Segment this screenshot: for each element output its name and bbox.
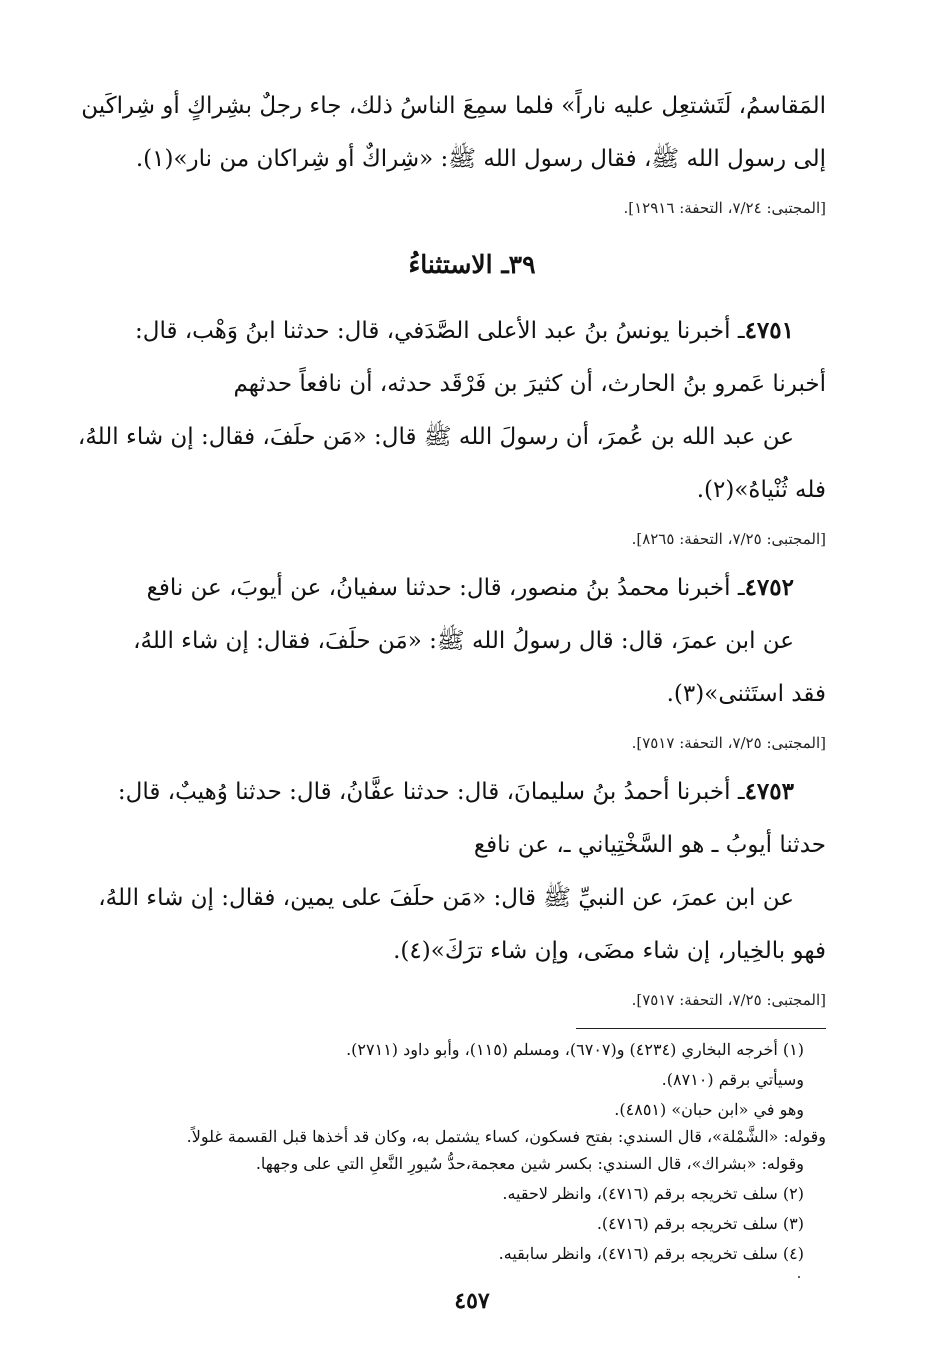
hadith-isnad <box>118 765 826 819</box>
hadith-matn: عن ابن عمرَ، قال: قال رسولُ الله ﷺ: «مَن حلَفَ، فقال: إن شاء اللهُ، <box>133 628 794 654</box>
hadith-number: ٤٧٥٣ <box>744 778 794 805</box>
hadith-matn-continued: فقد استَثنى»(٣). <box>666 681 826 707</box>
scan-speck <box>798 1276 800 1278</box>
hadith-matn-continued: فهو بالخِيار، إن شاء مضَى، وإن شاء ترَكَ»(٤). <box>393 938 826 964</box>
hadith-matn: عن عبد الله بن عُمرَ، أن رسولَ الله ﷺ قال: «مَن حلَفَ، فقال: إن شاء اللهُ، <box>77 424 794 450</box>
hadith-isnad <box>118 561 826 615</box>
page-body <box>77 80 826 1269</box>
isnad-text: ـ أخبرنا أحمدُ بنُ سليمانَ، قال: حدثنا عفَّانُ، قال: حدثنا وُهيبٌ، قال: <box>117 779 745 805</box>
hadith-isnad <box>118 304 826 358</box>
text-line: المَقاسمُ، لَتَشتعِل عليه ناراً» فلما سمِعَ الناسُ ذلك، جاء رجلٌ بشِراكٍ أو شِراكَين <box>81 93 826 119</box>
hadith-matn-continued: فله ثُنْياهُ»(٢). <box>696 477 826 503</box>
footnote-3: (٣) سلف تخريجه برقم (٤٧١٦). <box>596 1214 804 1233</box>
hadith-matn: عن ابن عمرَ، عن النبيِّ ﷺ قال: «مَن حلَفَ على يمين، فقال: إن شاء اللهُ، <box>98 885 794 911</box>
footnote-2: (٢) سلف تخريجه برقم (٤٧١٦)، وانظر لاحقيه. <box>502 1184 804 1203</box>
footnote-1-continued: وقوله: «بشراك»، قال السندي: بكسر شين معجمة،حدُّ سُيورِ النَّعلِ التي على وجهها. <box>255 1154 804 1173</box>
footnote-1: (١) أخرجه البخاري (٤٢٣٤) و(٦٧٠٧)، ومسلم (١١٥)، وأبو داود (٢٧١١). <box>346 1040 804 1059</box>
reference-note: [المجتبى: ٧/٢٤، التحفة: ١٢٩١٦]. <box>623 199 826 217</box>
footnote-1-continued: وهو في «ابن حبان» (٤٨٥١). <box>614 1100 804 1119</box>
reference-note: [المجتبى: ٧/٢٥، التحفة: ٧٥١٧]. <box>631 991 826 1009</box>
footnote-4: (٤) سلف تخريجه برقم (٤٧١٦)، وانظر سابقيه. <box>498 1244 804 1263</box>
reference-note: [المجتبى: ٧/٢٥، التحفة: ٨٢٦٥]. <box>631 530 826 548</box>
hadith-number: ٤٧٥٢ <box>744 574 794 601</box>
text-line: إلى رسول الله ﷺ، فقال رسول الله ﷺ: «شِراكٌ أو شِراكان من نار»(١). <box>135 146 826 172</box>
footnote-1-continued: وقوله: «الشَّمْلة»، قال السندي: بفتح فسكون، كساء يشتمل به، وكان قد أخذها قبل القسمة غلولاً. <box>186 1127 826 1146</box>
isnad-text: ـ أخبرنا محمدُ بنُ منصور، قال: حدثنا سفيانُ، عن أيوبَ، عن نافع <box>146 575 745 601</box>
hadith-number: ٤٧٥١ <box>744 317 794 344</box>
hadith-isnad-continued: حدثنا أيوبُ ـ هو السَّخْتِياني ـ، عن نافع <box>473 832 826 858</box>
footnote-1-continued: وسيأتي برقم (٨٧١٠). <box>661 1070 804 1089</box>
isnad-text: ـ أخبرنا يونسُ بنُ عبد الأعلى الصَّدَفي، قال: حدثنا ابنُ وَهْب، قال: <box>134 318 745 344</box>
reference-note: [المجتبى: ٧/٢٥، التحفة: ٧٥١٧]. <box>631 734 826 752</box>
hadith-isnad-continued: أخبرنا عَمرو بنُ الحارث، أن كثيرَ بن فَرْقَد حدثه، أن نافعاً حدثهم <box>233 371 826 397</box>
footnote-separator <box>576 1028 826 1029</box>
chapter-heading: ٣٩ـ الاستثناءُ <box>408 250 536 279</box>
page-number: ٤٥٧ <box>454 1288 490 1314</box>
